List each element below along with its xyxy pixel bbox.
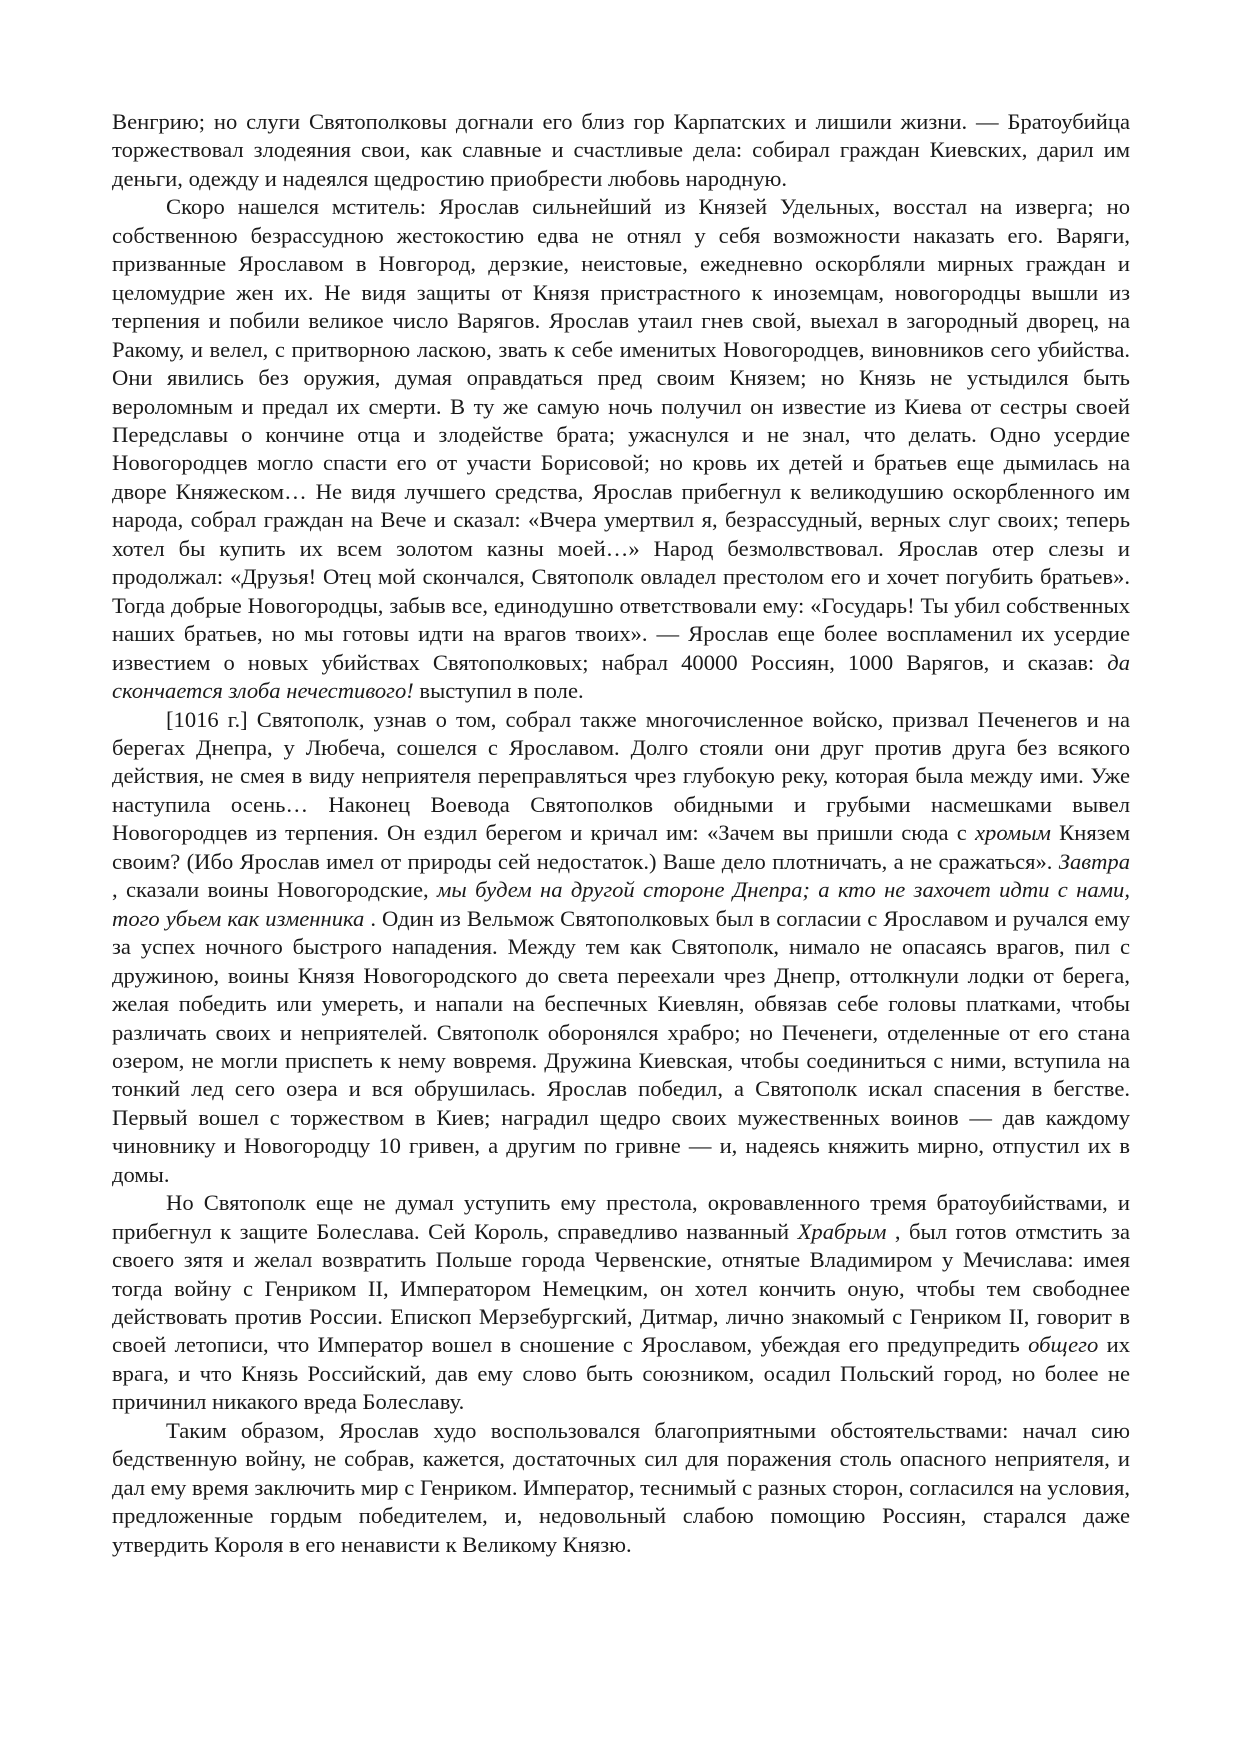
paragraph-text: Но Святополк еще не думал уступить ему престола, окровавленного тремя братоубийствами, и прибегнул к защите Болеслава. Сей Король, справедливо названный [112, 1190, 1130, 1244]
italic-text: мы будем на другой стороне Днепра; а кто не захочет идти с нами, того убьем как изменника [112, 877, 1130, 931]
paragraph-text: Скоро нашелся мститель: Ярослав сильнейший из Князей Удельных, восстал на изверга; но собственною безрассудною жестокостию едва не отнял у себя возможности наказать его. Варяги, призванные Ярославом в Новгород, дерзкие, неистовые, ежедневно оскорбляли мирных граждан и целомудрие жен их. Не видя защиты от Князя пристрастного к иноземцам, новогородцы вышли из терпения и побили великое число Варягов. Ярослав утаил гнев свой, выехал в загородный дворец, на Ракому, и велел, с притворною ласкою, звать к себе именитых Новогородцев, виновников сего убийства. Они явились без оружия, думая оправдаться пред своим Князем; но Князь не устыдился быть вероломным и предал их смерти. В ту же самую ночь получил он известие из Киева от сестры своей Передславы о кончине отца и злодействе брата; ужаснулся и не знал, что делать. Одно усердие Новогородцев могло спасти его от участи Борисовой; но кровь их детей и братьев еще дымилась на дворе Княжеском… Не видя лучшего средства, Ярослав прибегнул к великодушию оскорбленного им народа, собрал граждан на Вече и сказал: «Вчера умертвил я, безрассудный, верных слуг своих; теперь хотел бы купить их всем золотом казны моей…» Народ безмолвствовал. Ярослав отер слезы и продолжал: «Друзья! Отец мой скончался, Святополк овладел престолом его и хочет погубить братьев». Тогда добрые Новогородцы, забыв все, единодушно ответствовали ему: «Государь! Ты убил собственных наших братьев, но мы готовы идти на врагов твоих». — Ярослав еще более воспламенил их усердие известием о новых убийствах Святополковых; набрал 40000 Россиян, 1000 Варягов, и сказав: [112, 194, 1130, 675]
paragraph-text: , был готов отмстить за своего зятя и желал возвратить Польше города Червенские, отнятые Владимиром у Мечислава: имея тогда войну с Генриком II, Императором Немецким, он хотел кончить оную, чтобы тем свободнее действовать против России. Епископ Мерзебургский, Дитмар, лично знакомый с Генриком II, говорит в своей летописи, что Император вошел в сношение с Ярославом, убеждая его предупредить [112, 1218, 1130, 1358]
paragraph-text: Таким образом, Ярослав худо воспользовался благоприятными обстоятельствами: начал сию бедственную войну, не собрав, кажется, достаточных сил для поражения столь опасного неприятеля, и дал ему время заключить мир с Генриком. Император, теснимый с разных сторон, согласился на условия, предложенные гордым победителем, и, недовольный слабою помощию Россиян, старался даже утвердить Короля в его ненависти к Великому Князю. [112, 1417, 1130, 1557]
document-body [112, 108, 1130, 1559]
italic-text: Храбрым [797, 1218, 887, 1244]
document-page [112, 108, 1130, 1559]
paragraph-text: , сказали воины Новогородские, [112, 877, 438, 903]
italic-text: общего [1028, 1332, 1099, 1358]
paragraph-2 [112, 193, 1130, 705]
paragraph-text: Князем своим? (Ибо Ярослав имел от природы сей недостаток.) Ваше дело плотничать, а не сражаться». [112, 820, 1130, 874]
italic-text: да скончается злоба нечестивого! [112, 649, 1130, 704]
paragraph-1 [112, 108, 1130, 193]
paragraph-text: выступил в поле. [413, 678, 584, 704]
paragraph-text: их врага, и что Князь Российский, дав ему слово быть союзником, осадил Польский город, но более не причинил никакого вреда Болеславу. [112, 1332, 1130, 1415]
paragraph-5 [112, 1417, 1130, 1559]
paragraph-text: . Один из Вельмож Святополковых был в согласии с Ярославом и ручался ему за успех ночного быстрого нападения. Между тем как Святополк, нимало не опасаясь врагов, пил с дружиною, воины Князя Новогородского до света переехали чрез Днепр, оттолкнули лодки от берега, желая победить или умереть, и напали на беспечных Киевлян, обвязав себе головы платками, чтобы различать своих и неприятелей. Святополк оборонялся храбро; но Печенеги, отделенные от его стана озером, не могли приспеть к нему вовремя. Дружина Киевская, чтобы соединиться с ними, вступила на тонкий лед сего озера и вся обрушилась. Ярослав победил, а Святополк искал спасения в бегстве. Первый вошел с торжеством в Киев; наградил щедро своих мужественных воинов — дав каждому чиновнику и Новогородцу 10 гривен, а другим по гривне — и, надеясь княжить мирно, отпустил их в домы. [112, 905, 1130, 1187]
paragraph-text: Венгрию; но слуги Святополковы догнали его близ гор Карпатских и лишили жизни. — Братоубийца торжествовал злодеяния свои, как славные и счастливые дела: собирал граждан Киевских, дарил им деньги, одежду и надеялся щедростию приобрести любовь народную. [112, 109, 1130, 191]
paragraph-3 [112, 706, 1130, 1190]
paragraph-text: [1016 г.] Святополк, узнав о том, собрал также многочисленное войско, призвал Печенегов и на берегах Днепра, у Любеча, сошелся с Ярославом. Долго стояли они друг против друга без всякого действия, не смея в виду неприятеля переправляться чрез глубокую реку, которая была между ими. Уже наступила осень… Наконец Воевода Святополков обидными и грубыми насмешками вывел Новогородцев из терпения. Он ездил берегом и кричал им: «Зачем вы пришли сюда с [112, 706, 1130, 846]
italic-text: хромым [975, 820, 1051, 846]
italic-text: Завтра [1058, 848, 1130, 874]
paragraph-4 [112, 1189, 1130, 1417]
